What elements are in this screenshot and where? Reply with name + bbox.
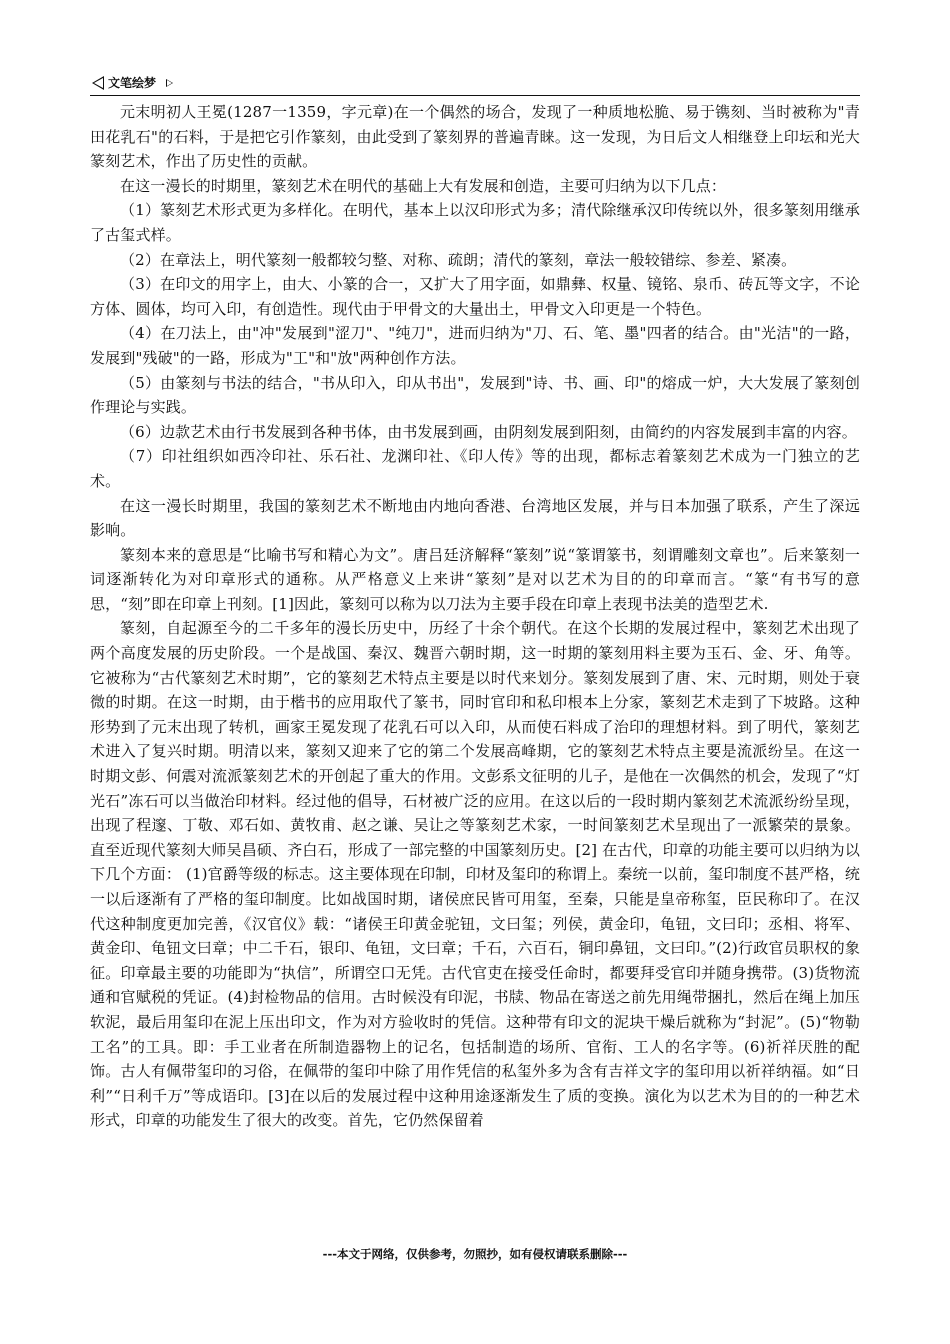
paragraph: 在这一漫长时期里，我国的篆刻艺术不断地由内地向香港、台湾地区发展，并与日本加强了联系，产生了深远影响。 (90, 496, 860, 540)
paragraph: （7）印社组织如西冷印社、乐石社、龙渊印社、《印人传》等的出现，都标志着篆刻艺术成为一门独立的艺术。 (90, 447, 860, 490)
paragraph: 元末明初人王冕(1287一1359，字元章)在一个偶然的场合，发现了一种质地松脆、易于镌刻、当时被称为"青田花乳石"的石料，于是把它引作篆刻，由此受到了篆刻界的普遍青睐。这一发现，为日后文人相继登上印坛和光大篆刻艺术，作出了历史性的贡献。 (90, 103, 860, 171)
triangle-right-icon (166, 79, 173, 87)
document-header (92, 74, 173, 91)
document-body (90, 100, 860, 1133)
paragraph: （6）边款艺术由行书发展到各种书体，由书发展到画，由阴刻发展到阳刻，由简约的内容发展到丰富的内容。 (120, 422, 857, 441)
paragraph: （4）在刀法上，由"冲"发展到"涩刀"、"纯刀"，进而归纳为"刀、石、笔、墨"四者的结合。由"光洁"的一路，发展到"残破"的一路，形成为"工"和"放"两种创作方法。 (90, 324, 860, 367)
paragraph: （1）篆刻艺术形式更为多样化。在明代，基本上以汉印形式为多；清代除继承汉印传统以外，很多篆刻用继承了古玺式样。 (90, 201, 860, 244)
paragraph: 篆刻，自起源至今的二千多年的漫长历史中，历经了十余个朝代。在这个长期的发展过程中，篆刻艺术出现了两个高度发展的历史阶段。一个是战国、秦汉、魏晋六朝时期，这一时期的篆刻用料主要为玉石、金、牙、角等。它被称为“古代篆刻艺术时期”，它的篆刻艺术特点主要是以时代来划分。篆刻发展到了唐、宋、元时期，则处于衰微的时期。在这一时期，由于楷书的应用取代了篆书，同时官印和私印根本上分家，篆刻艺术走到了下坡路。这种形势到了元末出现了转机，画家王冕发现了花乳石可以入印，从而使石料成了治印的理想材料。到了明代，篆刻艺术进入了复兴时期。明清以来，篆刻又迎来了它的第二个发展高峰期，它的篆刻艺术特点主要是流派纷呈。在这一时期文彭、何震对流派篆刻艺术的开创起了重大的作用。文彭系文征明的儿子，是他在一次偶然的机会，发现了“灯光石”冻石可以当做治印材料。经过他的倡导，石材被广泛的应用。在这以后的一段时期内篆刻艺术流派纷纷呈现，出现了程邃、丁敬、邓石如、黄牧甫、赵之谦、吴让之等篆刻艺术家，一时间篆刻艺术呈现出了一派繁荣的景象。直至近现代篆刻大师吴昌硕、齐白石，形成了一部完整的中国篆刻历史。[2] 在古代，印章的功能主要可以归纳为以下几个方面： (1)官爵等级的标志。这主要体现在印制，印材及玺印的称谓上。秦统一以前，玺印制度不甚严格，统一以后逐渐有了严格的玺印制度。比如战国时期，诸侯庶民皆可用玺，至秦，只能是皇帝称玺，臣民称印了。在汉代这种制度更加完善，《汉官仪》载：“诸侯王印黄金驼钮，文曰玺；列侯，黄金印，龟钮，文曰印；丞相、将军、黄金印、龟钮文曰章；中二千石，银印、龟钮，文曰章；千石，六百石，铜印鼻钮，文曰印。”(2)行政官员职权的象征。印章最主要的功能即为“执信”，所谓空口无凭。古代官吏在接受任命时，都要拜受官印并随身携带。(3)货物流通和官赋税的凭证。(4)封检物品的信用。古时候没有印泥，书牍、物品在寄送之前先用绳带捆扎，然后在绳上加压软泥，最后用玺印在泥上压出印文，作为对方验收时的凭信。这种带有印文的泥块干燥后就称为“封泥”。(5)“物勒工名”的工具。即：手工业者在所制造器物上的记名，包括制造的场所、官衔、工人的名字等。(6)祈祥厌胜的配饰。古人有佩带玺印的习俗，在佩带的玺印中除了用作凭信的私玺外多为含有吉祥文字的玺印用以祈祥纳福。如“日利”“日利千万”等成语印。[3]在以后的发展过程中这种用途逐渐发生了质的变换。演化为以艺术为目的的一种艺术形式，印章的功能发生了很大的改变。首先，它仍然保留着 (90, 619, 860, 1130)
triangle-left-icon (92, 76, 104, 90)
paragraph: 篆刻本来的意思是“比喻书写和精心为文”。唐吕廷济解释“篆刻”说“篆谓篆书，刻谓雕刻文章也”。后来篆刻一词逐渐转化为对印章形式的通称。从严格意义上来讲“篆刻”是对以艺术为目的的印章而言。“篆“有书写的意思，“刻”即在印章上刊刻。[1]因此，篆刻可以称为以刀法为主要手段在印章上表现书法美的造型艺术. (90, 545, 860, 613)
header-title: 文笔绘梦 (108, 76, 157, 90)
header-rule (90, 95, 860, 96)
paragraph: （5）由篆刻与书法的结合，"书从印入，印从书出"，发展到"诗、书、画、印"的熔成一炉，大大发展了篆刻创作理论与实践。 (90, 373, 860, 417)
footer-disclaimer: ---本文于网络，仅供参考，勿照抄，如有侵权请联系删除--- (322, 1247, 628, 1261)
paragraph: 在这一漫长的时期里，篆刻艺术在明代的基础上大有发展和创造，主要可归纳为以下几点： (120, 176, 727, 195)
paragraph: （3）在印文的用字上，由大、小篆的合一，又扩大了用字面，如鼎彝、权量、镜铭、泉币、砖瓦等文字，不论方体、圆体，均可入印，有创造性。现代由于甲骨文的大量出土，甲骨文入印更是一个特色。 (90, 275, 860, 318)
paragraph: （2）在章法上，明代篆刻一般都较匀整、对称、疏朗；清代的篆刻，章法一般较错综、参差、紧凑。 (120, 250, 797, 269)
